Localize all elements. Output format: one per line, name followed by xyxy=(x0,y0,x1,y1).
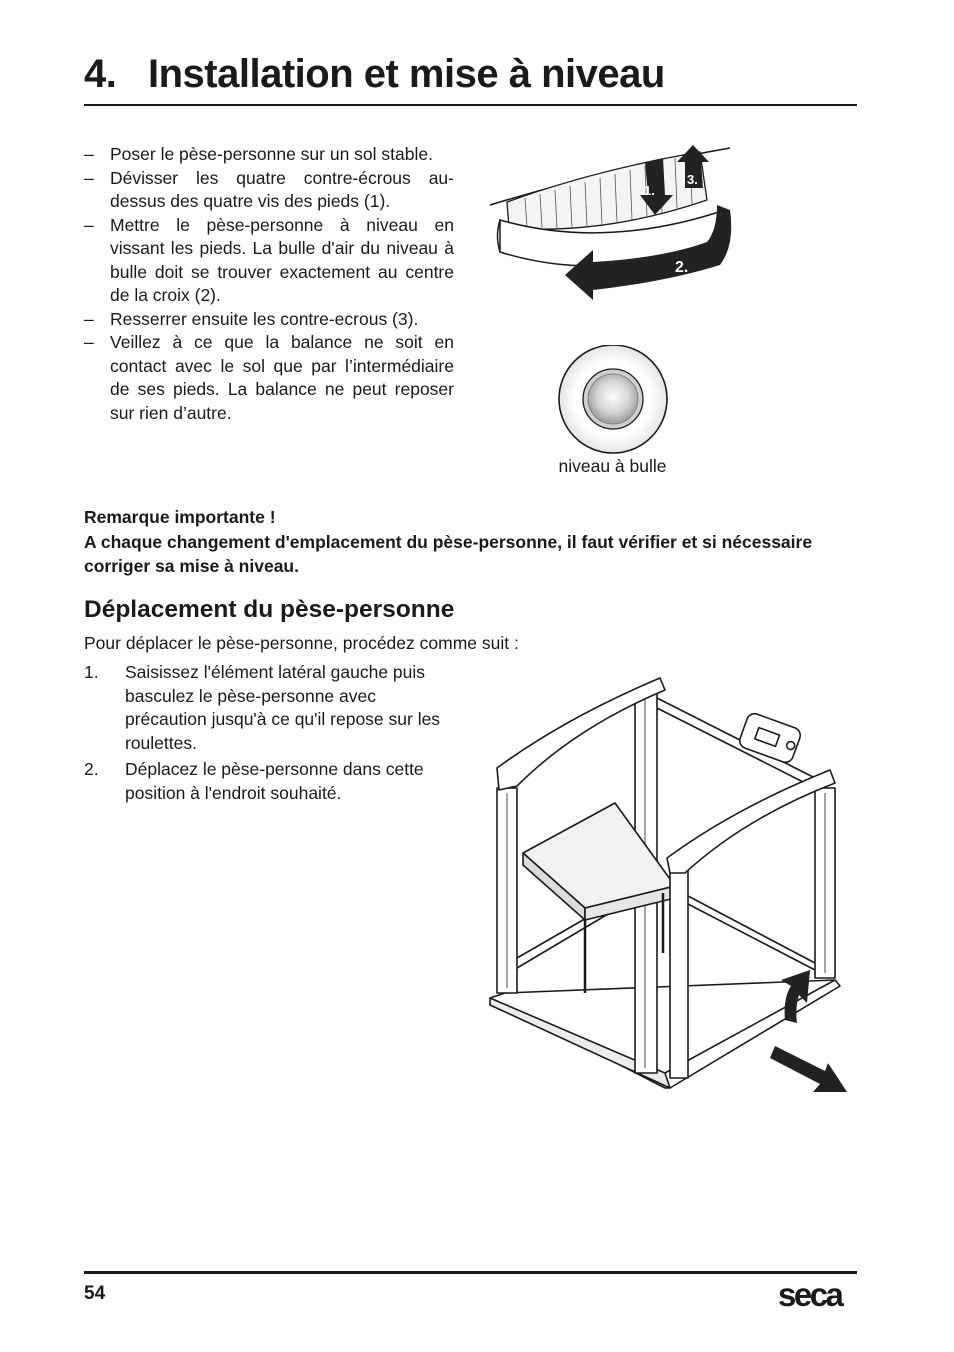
step-2-label: 2. xyxy=(675,259,689,276)
title-text: Installation et mise à niveau xyxy=(148,52,665,96)
installation-bullet-list xyxy=(84,143,454,425)
remark-heading: Remarque importante ! xyxy=(84,507,276,527)
logo-text: seca xyxy=(778,1276,842,1312)
step-3-label: 3. xyxy=(687,172,698,187)
step-text: Déplacez le pèse-personne dans cette position à l'endroit souhaité. xyxy=(125,759,424,803)
moving-steps-list xyxy=(84,661,456,808)
bullet-item: – Mettre le pèse-personne à niveau en vissant les pieds. La bulle d'air du niveau à bulle doit se trouver exactement au centre de la croix (2). xyxy=(84,214,454,308)
foot-adjustment-illustration xyxy=(485,140,745,305)
remark-text: A chaque changement d'emplacement du pèse-personne, il faut vérifier et si nécessaire corriger sa mise à niveau. xyxy=(84,531,813,576)
important-remark xyxy=(84,505,859,579)
step-item xyxy=(84,661,456,755)
step-number: 1. xyxy=(84,662,99,682)
spirit-level-illustration xyxy=(555,345,675,455)
bullet-item: – Poser le pèse-personne sur un sol stable. xyxy=(84,143,454,167)
spirit-level-caption: niveau à bulle xyxy=(558,456,667,476)
step-number: 2. xyxy=(84,759,99,779)
page-title xyxy=(84,52,856,97)
page-number: 54 xyxy=(84,1283,106,1304)
bullet-item: – Resserrer ensuite les contre-ecrous (3). xyxy=(84,308,454,332)
seca-logo xyxy=(778,1276,860,1312)
title-number: 4. xyxy=(84,52,117,96)
section-heading: Déplacement du pèse-personne xyxy=(84,596,455,623)
step-1-label: 1. xyxy=(644,183,655,198)
bullet-item: – Dévisser les quatre contre-écrous au-dessus des quatre vis des pieds (1). xyxy=(84,167,454,214)
footer-divider xyxy=(84,1271,857,1274)
section-intro: Pour déplacer le pèse-personne, procédez comme suit : xyxy=(84,633,519,653)
title-divider xyxy=(84,104,857,106)
step-item xyxy=(84,758,456,805)
scale-transport-illustration xyxy=(485,668,855,1098)
step-text: Saisissez l'élément latéral gauche puis basculez le pèse-personne avec précaution jusqu'à ce qu'il repose sur les roulettes. xyxy=(125,662,441,753)
bullet-item: – Veillez à ce que la balance ne soit en contact avec le sol que par l’intermédiaire de ses pieds. La balance ne peut reposer sur rien d’autre. xyxy=(84,331,454,425)
